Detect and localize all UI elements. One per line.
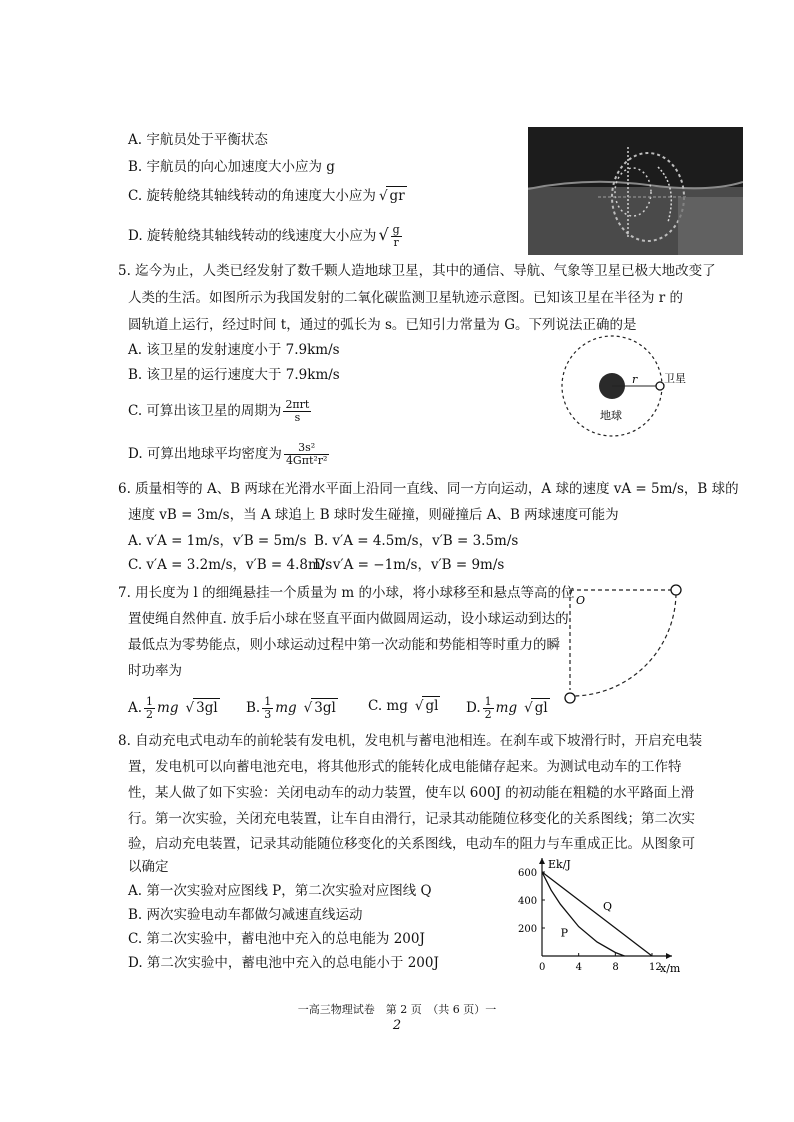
satellite-icon [656,382,664,390]
series-label-q: Q [603,900,613,913]
q8-option-a: A. 第一次实验对应图线 P，第二次实验对应图线 Q [128,883,432,899]
x-axis-arrow-icon [666,953,672,959]
y-tick-label: 200 [518,924,538,935]
q5-option-a: A. 该卫星的发射速度小于 7.9km/s [128,342,340,358]
x-tick-label: 0 [539,962,546,973]
q7-option-b-label: B. [246,700,261,716]
page-number: 2 [392,1018,402,1033]
radius-label: r [632,373,638,386]
q7-option-a-mg: mg [157,700,179,716]
q5-option-d-den: 4Gπt²r² [285,454,328,467]
y-tick-label: 600 [518,868,538,879]
x-tick-label: 12 [649,962,662,973]
q8-stem-line4: 行。第一次实验，关闭充电装置，让车自由滑行，记录其动能随位移变化的关系图线；第二次实 [128,811,695,827]
q6-option-a: A. v′A = 1m/s，v′B = 5m/s [128,533,307,549]
series-label-p: P [560,926,569,940]
x-axis-label: x/m [660,962,681,975]
q5-option-d-text: D. 可算出地球平均密度为 [128,446,282,462]
q7-option-d-den: 2 [484,708,492,721]
ball-start-icon [671,585,681,595]
x-tick-label: 4 [575,962,583,973]
q4-option-d-text: D. 旋转舱绕其轴线转动的线速度大小应为 [128,228,377,244]
q6-stem-line2: 速度 vB = 3m/s，当 A 球追上 B 球时发生碰撞，则碰撞后 A、B 两球速度可能为 [128,507,619,523]
q7-stem-line2: 置使绳自然伸直. 放手后小球在竖直平面内做圆周运动，设小球运动到达的 [128,611,569,627]
q7-option-d-num: 1 [484,695,492,708]
ek-x-chart [512,852,682,977]
y-tick-label: 400 [518,896,538,907]
q5-option-c-den: s [294,411,301,424]
q5-stem-line2: 人类的生活。如图所示为我国发射的二氧化碳监测卫星轨迹示意图。已知该卫星在半径为 r 的 [128,290,684,306]
q7-option-b-sqrt: √ 3gl [311,698,338,717]
q8-stem-line2: 置，发电机可以向蓄电池充电，将其他形式的能转化成电能储存起来。为测试电动车的工作特 [128,759,682,775]
q7-option-c-sqrt: √ gl [422,696,441,715]
q5-option-d [128,442,331,467]
q4-option-d-num: g [392,223,400,236]
q8-option-d: D. 第二次实验中，蓄电池中充入的总电能小于 200J [128,955,439,971]
astronaut-photo [528,127,743,255]
satellite-label: 卫星 [664,372,686,385]
q7-option-d-mg: mg [495,700,518,716]
q5-option-c [128,399,313,424]
q5-stem-line3: 圆轨道上运行，经过时间 t，通过的弧长为 s。已知引力常量为 G。下列说法正确的是 [128,317,637,333]
satellite-orbit-figure [560,328,710,448]
q7-stem-line1: 7. 用长度为 l 的细绳悬挂一个质量为 m 的小球，将小球移至和悬点等高的位 [118,585,575,601]
q7-option-b [246,696,338,721]
q7-option-a-num: 1 [146,695,154,708]
q7-option-d-sqrt: √ gl [531,698,550,717]
q7-stem-line4: 时功率为 [128,663,182,679]
series-line-q [542,872,652,956]
x-tick-label: 8 [612,962,619,973]
q8-stem-line3: 性，某人做了如下实验：关闭电动车的动力装置，使车以 600J 的初动能在粗糙的水平路面上滑 [128,785,695,801]
q7-option-b-den: 3 [264,708,272,721]
page-footer: 一高三物理试卷 第 2 页 （共 6 页）一 [297,1003,497,1016]
q7-option-a-sqrt: √ 3gl [193,698,220,717]
q4-option-c-sqrt: √ gr [386,186,407,205]
q4-option-c-text: C. 旋转舱绕其轴线转动的角速度大小应为 [128,188,376,204]
q4-option-a: A. 宇航员处于平衡状态 [128,132,268,148]
y-axis-arrow-icon [539,858,545,864]
q8-stem-line1: 8. 自动充电式电动车的前轮装有发电机，发电机与蓄电池相连。在刹车或下坡滑行时，开启充电装 [118,733,703,749]
q7-option-a-label: A. [128,700,143,716]
q6-stem-line1: 6. 质量相等的 A、B 两球在光滑水平面上沿同一直线、同一方向运动，A 球的速度 vA = 5m/s，B 球的 [118,481,739,497]
q7-option-d [466,696,550,721]
q4-option-d-den: r [393,236,399,249]
series-line-p [542,872,625,956]
q8-stem-line5: 验，启动充电装置，记录其动能随位移变化的关系图线，电动车的阻力与车重成正比。从图象可 [128,836,695,852]
q7-option-a [128,696,220,721]
pivot-label: O [576,594,586,607]
earth-label: 地球 [600,409,622,422]
swing-arc [574,594,676,696]
q7-option-a-den: 2 [146,708,154,721]
q8-option-c: C. 第二次实验中，蓄电池中充入的总电能为 200J [128,931,425,947]
q8-option-b: B. 两次实验电动车都做匀减速直线运动 [128,907,363,923]
q6-option-b: B. v′A = 4.5m/s，v′B = 3.5m/s [314,533,519,549]
q7-stem-line3: 最低点为零势能点，则小球运动过程中第一次动能和势能相等时重力的瞬 [128,637,560,653]
q8-stem-line6: 以确定 [128,859,169,875]
q4-option-b: B. 宇航员的向心加速度大小应为 g [128,159,335,175]
pendulum-figure [560,580,690,710]
q5-option-c-text: C. 可算出该卫星的周期为 [128,403,282,419]
q5-option-c-num: 2πrt [285,398,310,411]
q7-option-b-mg: mg [275,700,297,716]
q7-option-d-label: D. [466,700,481,716]
y-axis-label: Ek/J [548,858,571,871]
q7-option-c-label: C. mg [368,698,408,714]
q7-option-c [368,696,440,715]
q7-option-b-num: 1 [264,695,272,708]
q6-option-d: D. v′A = −1m/s，v′B = 9m/s [314,557,505,573]
ball-bottom-icon [565,693,575,703]
q4-option-c [128,186,407,205]
q5-stem-line1: 5. 迄今为止，人类已经发射了数千颗人造地球卫星，其中的通信、导航、气象等卫星已极大地改变了 [118,263,716,279]
q5-option-d-num: 3s² [284,442,330,455]
q5-option-b: B. 该卫星的运行速度大于 7.9km/s [128,367,340,383]
q4-option-d: D. 旋转舱绕其轴线转动的线速度大小应为 √ $\frac{g}{r}$ [128,223,400,249]
q6-option-c: C. v′A = 3.2m/s，v′B = 4.8m/s [128,557,333,573]
